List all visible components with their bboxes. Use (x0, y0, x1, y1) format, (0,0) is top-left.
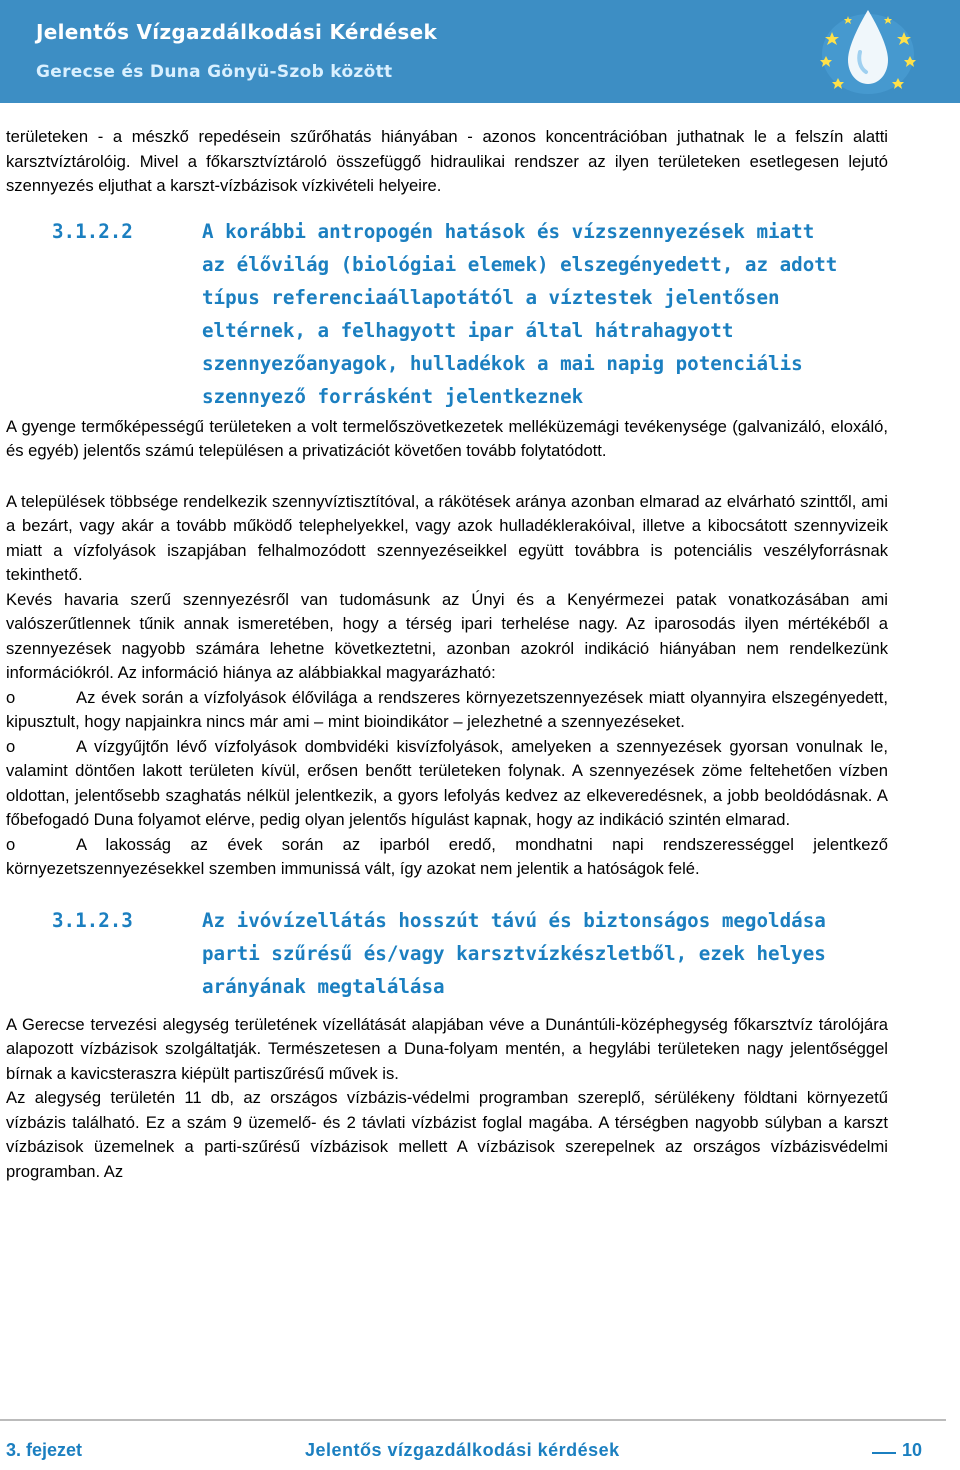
list-item-text: A vízgyűjtőn lévő vízfolyások dombvidéki kisvízfolyások, amelyeken a szennyezések gyorsan vonulnak le, valamint döntően lakott területen kívül, erősen benőtt területeken folynak. A szennyezések zöme feltehetően vízben oldottan, jelentősebb szaghatás nélkül jelentkezik, a gyors lefolyás kedvez az elkeveredésnek, a jobb beoldódásnak. A főbefogadó Duna folyamot elérve, pedig olyan jelentős hígulást kapnak, hogy az indikáció szintén elmarad. (6, 736, 888, 829)
paragraph: A települések többsége rendelkezik szennyvíztisztítóval, a rákötések aránya azonban elmarad az elvárható szinttől, ami a bezárt, vagy akár a tovább működő telephelyekkel, vagy azok hulladéklerakóival, illetve a kibocsátott szennyvizeik miatt a vízfolyások iszapjában felhalmozódott szennyezéseikkel együtt továbbra is potenciális veszélyforrásnak tekinthető. (6, 491, 888, 584)
list-item (6, 735, 888, 833)
paragraph: A gyenge termőképességű területeken a volt termelőszövetkezetek melléküzemági tevékenysége (galvanizáló, eloxáló, és egyéb) jelentős számú településen a privatizációt követően tovább folytatódott. (6, 416, 888, 460)
section-title-line: eltérnek, a felhagyott ipar által hátrahagyott (202, 318, 734, 342)
section-title-line: parti szűrésű és/vagy karsztvízkészletből, ezek helyes (202, 941, 826, 965)
section-number: 3.1.2.3 (52, 908, 133, 932)
section-title-line: az élővilág (biológiai elemek) elszegényedett, az adott (202, 252, 838, 276)
intro-paragraph: területeken - a mészkő repedésein szűrőhatás hiányában - azonos koncentrációban juthatnak le a felszín alatti karsztvíztárolóig. Mivel a főkarsztvíztároló összefüggő hidraulikai rendszer az ilyen területeken esetlegesen lejutó szennyezés eljuthat a karszt-vízbázisok vízkivételi helyeire. (6, 127, 888, 195)
section-title-line: típus referenciaállapotától a víztestek jelentősen (202, 285, 780, 309)
section-title-line: A korábbi antropogén hatások és vízszennyezések miatt (202, 219, 815, 243)
header-subtitle: Gerecse és Duna Gönyü-Szob között (36, 62, 393, 82)
list-item (6, 686, 888, 735)
paragraph: A Gerecse tervezési alegység területének vízellátását alapjában véve a Dunántúli-középhegység főkarsztvíz tárolójára alapozott vízbázisok szolgáltatják. Természetesen a Duna-folyam mentén, a hegylábi területeken nagy jelentőséggel bírnak a kavicsteraszra kiépült partiszűrésű művek is. (6, 1014, 888, 1083)
paragraph: Kevés havaria szerű szennyezésről van tudomásunk az Únyi és a Kenyérmezei patak vonatkozásában ami valószerűtlennek tűnik annak ismeretében, hogy a térség ipari terhelése nagy. Az iparosodás ilyen mértékéből a szennyezések nagyobb számára lehetne következtetni, azonban azokról indikáció hiányában nem rendelkezünk információkról. Az információ hiánya az alábbiakkal magyarázható: (6, 589, 888, 682)
list-item (6, 833, 888, 882)
section-number: 3.1.2.2 (52, 219, 133, 243)
section-title-line: szennyezőanyagok, hulladékok a mai napig potenciális (202, 351, 803, 375)
footer-chapter: 3. fejezet (6, 1440, 83, 1460)
bullet-marker: o (6, 834, 16, 854)
footer-divider (0, 1419, 946, 1421)
header-title: Jelentős Vízgazdálkodási Kérdések (36, 20, 438, 44)
bullet-marker: o (6, 736, 16, 756)
list-item-text: A lakosság az évek során az iparból eredő, mondhatni napi rendszerességgel jelentkező környezetszennyezésekkel szemben immunissá vált, így azokat nem jelentik a hatóságok felé. (6, 834, 888, 878)
paragraph: Az alegység területén 11 db, az országos vízbázis-védelmi programban szereplő, sérülékeny földtani környezetű vízbázis található. Ez a szám 9 üzemelő- és 2 távlati vízbázist foglal magába. A térségben nagyobb súlyban a karszt vízbázisok üzemelnek a parti-szűrésű vízbázisok mellett A vízbázisok szerepelnek az országos vízbázisvédelmi programban. Az (6, 1088, 888, 1181)
section-heading-3-1-2-3 (52, 904, 888, 1003)
footer-title: Jelentős vízgazdálkodási kérdések (305, 1440, 620, 1460)
section-heading-3-1-2-2 (52, 215, 888, 413)
bullet-marker: o (6, 687, 16, 707)
page-content (6, 125, 888, 1184)
section-title-line: arányának megtalálása (202, 974, 445, 998)
list-item-text: Az évek során a vízfolyások élővilága a rendszeres környezetszennyezések miatt olyannyira elszegényedett, kipusztult, hogy napjainkra nincs már ami – mint bioindikátor – jelezhetné a szennyezéseket. (6, 687, 888, 731)
page-number: 10 (902, 1440, 923, 1460)
page-header (0, 0, 960, 103)
section-title-line: szennyező forrásként jelentkeznek (202, 384, 584, 408)
footer-dash (872, 1452, 896, 1454)
water-drop-eu-stars-icon (808, 2, 928, 98)
section-title-line: Az ivóvízellátás hosszút távú és biztonságos megoldása (202, 908, 826, 932)
